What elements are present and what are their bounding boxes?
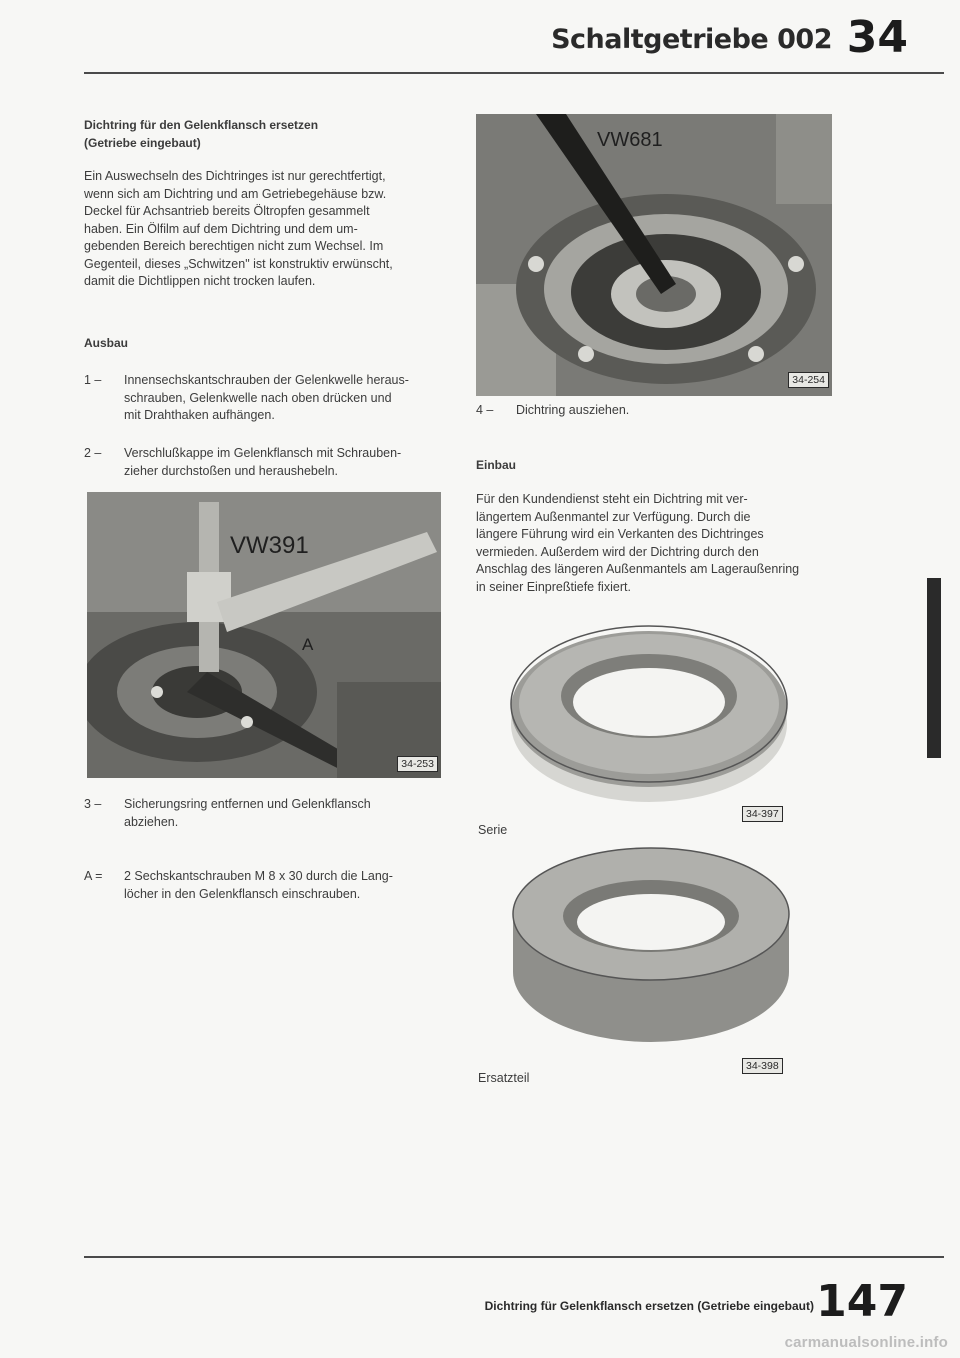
einbau-heading: Einbau [476,458,517,472]
figure-ref: 34-254 [788,372,829,388]
step-3 [84,796,464,834]
step-number: 1 – [84,373,102,387]
watermark: carmanualsonline.info [784,1334,948,1351]
figure-ref-ersatzteil: 34-398 [742,1058,783,1074]
figure-ref-serie: 34-397 [742,806,783,822]
ausbau-heading: Ausbau [84,336,129,350]
intro-paragraph: Ein Auswechseln des Dichtringes ist nur gerechtfertigt, wenn sich am Dichtring und am Getriebegehäuse bzw. Deckel für Achsantrieb bereits Öltropfen gesammelt haben. Ein Ölfilm auf dem Dichtring und dem um- gebenden Bereich berechtigen nicht zum Wechsel. Im Gegenteil, dieses „Schwitzen" ist konstruktiv erwünscht, damit die Dichtlippen nicht trocken laufen. [84,169,393,288]
step-number: 3 – [84,797,102,811]
page-number: 147 [816,1276,908,1327]
chapter-tab-marker [927,578,941,758]
step-text: 2 Sechskantschrauben M 8 x 30 durch die Lang- löcher in den Gelenkflansch einschrauben. [124,869,393,901]
figure-ref: 34-253 [397,756,438,772]
page-header-title: Schaltgetriebe 002 [551,24,832,55]
einbau-paragraph: Für den Kundendienst steht ein Dichtring mit ver- längertem Außenmantel zur Verfügung. Durch die längere Führung wird ein Verkanten des Dichtringes vermieden. Außerdem wird der Dichtring durch den Anschlag des längeren Außenmantels am Lageraußenring in seiner Einpreßtiefe fixiert. [476,492,800,594]
footer-rule [84,1256,944,1258]
step-a [84,868,464,906]
seal-serie-image [504,614,794,804]
step-number: 2 – [84,446,102,460]
footer-running-title: Dichtring für Gelenkflansch ersetzen (Getriebe eingebaut) [484,1299,814,1313]
step-1 [84,372,464,428]
tool-label-vw681: VW681 [597,129,663,151]
caption-serie: Serie [478,823,508,837]
header-rule [84,72,944,74]
step-text: Innensechskantschrauben der Gelenkwelle heraus- schrauben, Gelenkwelle nach oben drücken und mit Drahthaken aufhängen. [124,373,409,422]
photo-seal-puller-vw681 [476,114,832,396]
chapter-number: 34 [846,12,908,63]
seal-ersatzteil-image [506,842,796,1046]
step-text: Verschlußkappe im Gelenkflansch mit Schrauben- zieher durchstoßen und heraushebeln. [124,446,402,478]
step-4 [476,402,856,422]
tool-label-vw391: VW391 [230,532,309,559]
step-2 [84,445,464,483]
photo-flange-tool-vw391 [87,492,441,778]
step-number: 4 – [476,403,494,417]
step-number: A = [84,869,103,883]
section-title: Dichtring für den Gelenkflansch ersetzen (Getriebe eingebaut) [84,118,319,150]
caption-ersatzteil: Ersatzteil [478,1071,530,1085]
callout-a: A [302,635,314,654]
step-text: Sicherungsring entfernen und Gelenkflansch abziehen. [124,797,371,829]
step-text: Dichtring ausziehen. [516,403,630,417]
